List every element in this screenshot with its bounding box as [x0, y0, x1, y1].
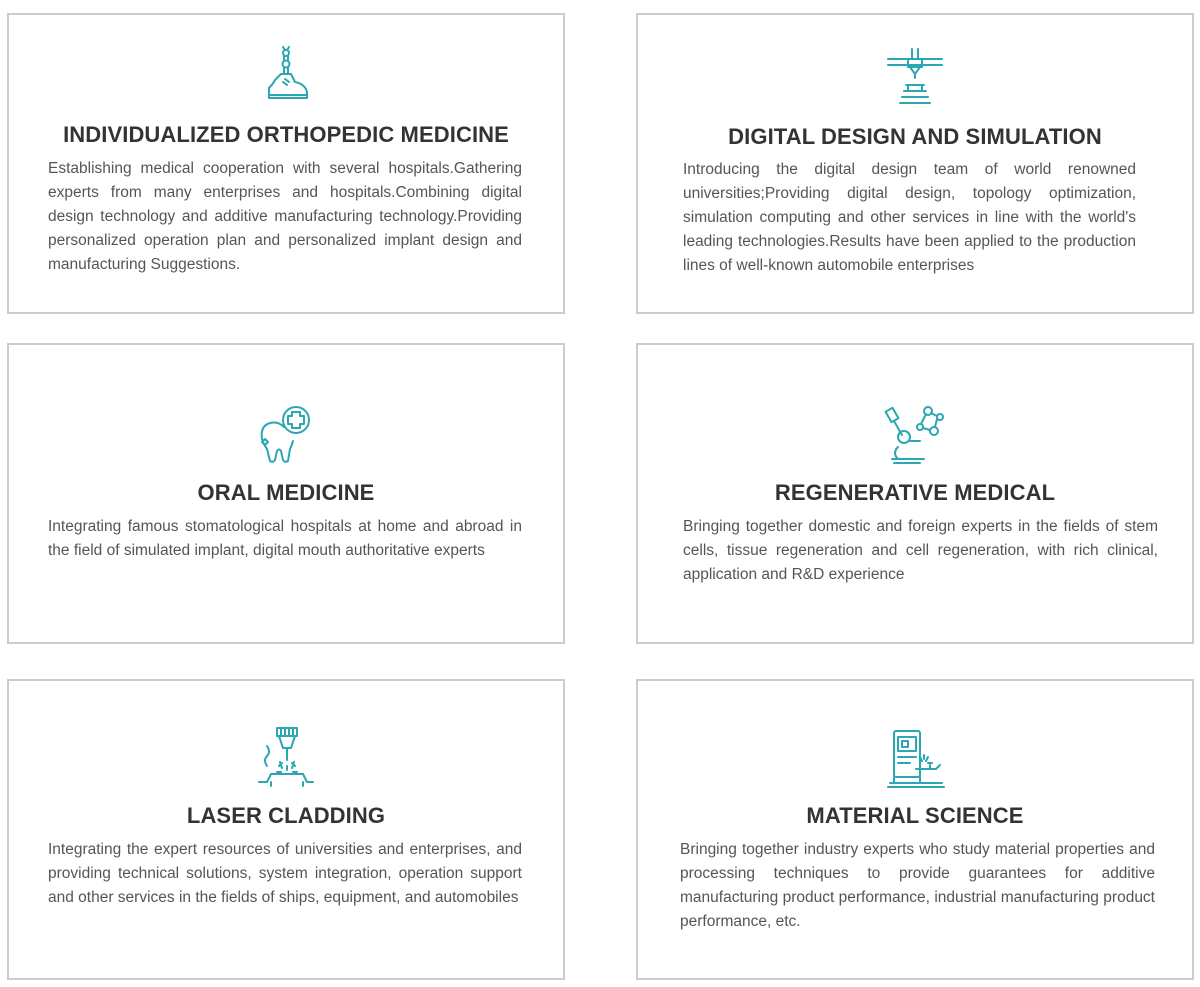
card-title: ORAL MEDICINE: [197, 480, 375, 505]
card-title: REGENERATIVE MEDICAL: [774, 480, 1056, 505]
tooth-medical-icon: [255, 403, 317, 465]
card-title: DIGITAL DESIGN AND SIMULATION: [728, 124, 1102, 149]
card-description: Bringing together domestic and foreign experts in the fields of stem cells, tissue regeneration and cell regeneration, with rich clinical, application and R&D experience: [683, 518, 1158, 583]
card-title: INDIVIDUALIZED ORTHOPEDIC MEDICINE: [63, 122, 509, 147]
card-digital-design[interactable]: [636, 13, 1194, 314]
orthopedic-leg-icon: [255, 43, 317, 105]
card-description: Establishing medical cooperation with several hospitals.Gathering experts from many enterprises and hospitals.Combining digital design technology and additive manufacturing technology.Providing personalized operation plan and personalized implant design and manufacturing Suggestions.: [48, 160, 522, 273]
laser-cladding-icon: [255, 726, 317, 788]
welding-machine-icon: [884, 727, 946, 789]
card-title: MATERIAL SCIENCE: [806, 803, 1024, 828]
card-description: Integrating the expert resources of universities and enterprises, and providing technical solutions, system integration, operation support and other services in the fields of ships, equipment, and automobiles: [48, 841, 522, 906]
3d-printer-icon: [884, 45, 946, 107]
card-laser-cladding[interactable]: [7, 679, 565, 980]
card-description: Integrating famous stomatological hospitals at home and abroad in the field of simulated implant, digital mouth authoritative experts: [48, 518, 522, 559]
card-oral-medicine[interactable]: [7, 343, 565, 644]
card-material-science[interactable]: [636, 679, 1194, 980]
card-description: Introducing the digital design team of world renowned universities;Providing digital design, topology optimization, simulation computing and other services in line with the world's leading technologies.Results have been applied to the production lines of well-known automobile enterprises: [683, 161, 1136, 274]
card-orthopedic-medicine[interactable]: [7, 13, 565, 314]
microscope-molecule-icon: [884, 403, 946, 465]
card-description: Bringing together industry experts who study material properties and processing techniques to provide guarantees for additive manufacturing product performance, industrial manufacturing product performance, etc.: [680, 841, 1155, 930]
card-title: LASER CLADDING: [186, 803, 386, 828]
card-regenerative-medical[interactable]: [636, 343, 1194, 644]
